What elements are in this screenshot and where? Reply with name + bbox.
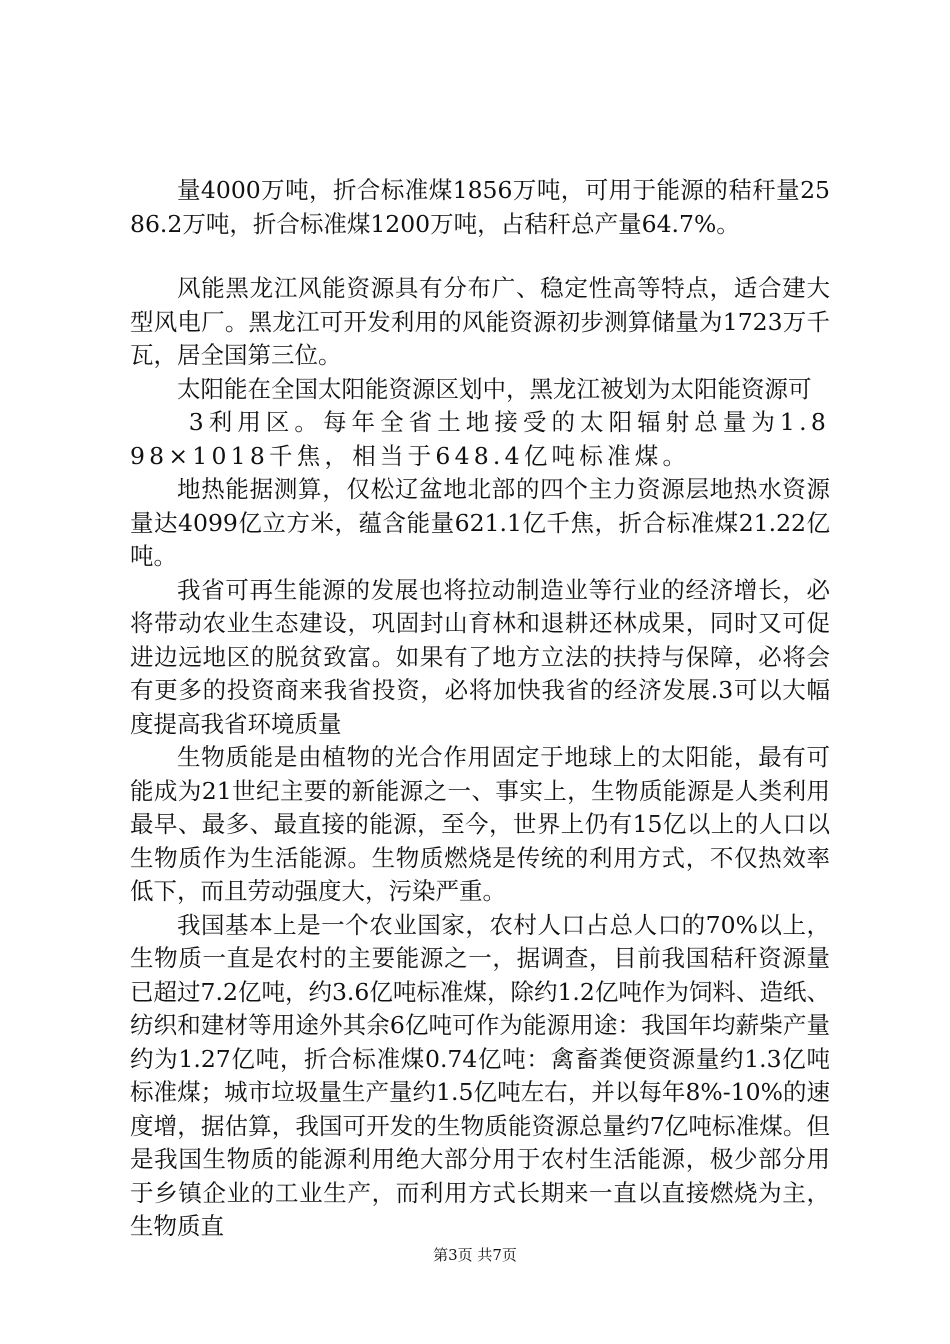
paragraph-wind-energy: 风能黑龙江风能资源具有分布广、稳定性高等特点，适合建大型风电厂。黑龙江可开发利用的风能资源初步测算储量为1723万千瓦，居全国第三位。 [130, 274, 830, 369]
paragraph-solar-energy: 太阳能在全国太阳能资源区划中，黑龙江被划为太阳能资源可 [177, 374, 812, 403]
paragraph-solar-radiation: 3利用区。每年全省土地接受的太阳辐射总量为1.898×1018千焦，相当于648.4亿吨标准煤。 [130, 408, 830, 470]
paragraph-biomass-energy: 生物质能是由植物的光合作用固定于地球上的太阳能，最有可能成为21世纪主要的新能源之一、事实上，生物质能源是人类利用最早、最多、最直接的能源，至今，世界上仍有15亿以上的人口以生物质作为生活能源。生物质燃烧是传统的利用方式，不仅热效率低下，而且劳动强度大，污染严重。 [130, 743, 830, 905]
paragraph-geothermal-energy: 地热能据测算，仅松辽盆地北部的四个主力资源层地热水资源量达4099亿立方米，蕴含能量621.1亿千焦，折合标准煤21.22亿吨。 [130, 475, 830, 570]
paragraph-economic-development: 我省可再生能源的发展也将拉动制造业等行业的经济增长，必将带动农业生态建设，巩固封山育林和退耕还林成果，同时又可促进边远地区的脱贫致富。如果有了地方立法的扶持与保障，必将会有更多的投资商来我省投资，必将加快我省的经济发展.3可以大幅度提高我省环境质量 [130, 575, 830, 738]
paragraph-straw-resources: 量4000万吨，折合标准煤1856万吨，可用于能源的秸秆量2586.2万吨，折合标准煤1200万吨，占秸秆总产量64.7%。 [130, 176, 830, 238]
document-body [130, 174, 830, 1244]
paragraph-agricultural-biomass: 我国基本上是一个农业国家，农村人口占总人口的70%以上，生物质一直是农村的主要能源之一，据调查，目前我国秸秆资源量已超过7.2亿吨，约3.6亿吨标准煤，除约1.2亿吨作为饲料、造纸、纺织和建材等用途外其余6亿吨可作为能源用途：我国年均薪柴产量约为1.27亿吨，折合标准煤0.74亿吨：禽畜粪便资源量约1.3亿吨标准煤；城市垃圾量生产量约1.5亿吨左右，并以每年8%-10%的速度增，据估算，我国可开发的生物质能资源总量约7亿吨标准煤。但是我国生物质的能源利用绝大部分用于农村生活能源，极少部分用于乡镇企业的工业生产，而利用方式长期来一直以直接燃烧为主，生物质直 [130, 910, 830, 1240]
page-number-footer: 第3页 共7页 [433, 1246, 517, 1264]
